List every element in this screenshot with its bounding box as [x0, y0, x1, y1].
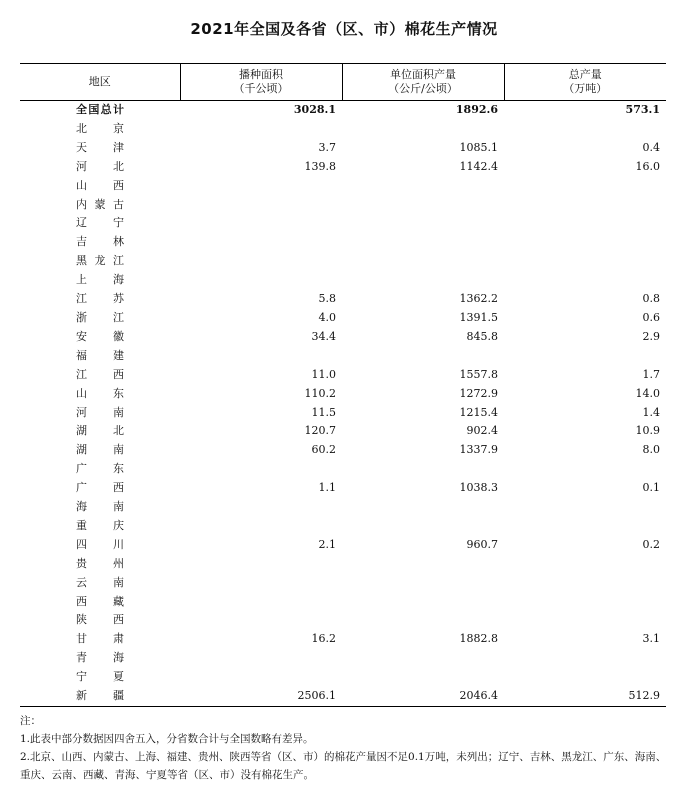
cell-yield	[342, 498, 504, 517]
table-row	[20, 347, 666, 366]
cell-output: 8.0	[642, 443, 660, 457]
cell-area: 120.7	[304, 424, 336, 438]
cell-yield: 902.4	[466, 424, 498, 438]
cell-yield: 1215.4	[459, 405, 498, 419]
region-name: 全国总计	[76, 103, 124, 116]
cell-area: 2506.1	[180, 687, 342, 706]
cell-output: 1.4	[642, 405, 660, 419]
region-name: 黑龙江	[76, 254, 124, 268]
cell-output	[504, 611, 666, 630]
region-name: 内蒙古	[76, 197, 124, 211]
cell-output	[504, 233, 666, 252]
cell-yield: 1362.2	[459, 292, 498, 306]
cell-output	[504, 347, 666, 366]
region-name: 天津	[76, 140, 124, 154]
cell-yield	[342, 196, 504, 215]
region-name: 山东	[76, 386, 124, 400]
region-name: 安徽	[76, 329, 124, 343]
table-row	[20, 196, 666, 215]
cell-output	[504, 574, 666, 593]
region-name: 宁夏	[76, 670, 124, 684]
region-name: 河北	[76, 159, 124, 173]
cell-yield	[342, 593, 504, 612]
footnote-1: 1.此表中部分数据因四舍五入，分省数合计与全国数略有差异。	[20, 733, 314, 745]
cell-yield: 1337.9	[459, 443, 498, 457]
table-row	[20, 120, 666, 139]
cell-area: 2.1	[318, 537, 336, 551]
table-row	[20, 536, 666, 555]
cell-output	[504, 498, 666, 517]
cell-output	[504, 252, 666, 271]
region-name: 上海	[76, 273, 124, 287]
region-name: 西藏	[76, 594, 124, 608]
region-name: 浙江	[76, 310, 124, 324]
region-name: 广西	[76, 481, 124, 495]
table-row	[20, 366, 666, 385]
cell-area: 1.1	[318, 481, 336, 495]
cell-yield	[342, 517, 504, 536]
region-name: 四川	[76, 537, 124, 551]
table-row	[20, 460, 666, 479]
cell-area	[180, 347, 342, 366]
cell-yield	[342, 668, 504, 687]
table-row	[20, 404, 666, 423]
cell-output	[504, 214, 666, 233]
cell-output	[504, 177, 666, 196]
region-name: 湖南	[76, 443, 124, 457]
region-name: 云南	[76, 575, 124, 589]
region-name: 辽宁	[76, 216, 124, 230]
region-name: 新疆	[20, 687, 180, 706]
cell-yield: 1038.3	[459, 481, 498, 495]
region-name: 青海	[76, 651, 124, 665]
region-name: 河南	[76, 405, 124, 419]
cell-area	[180, 233, 342, 252]
cell-yield: 1391.5	[459, 310, 498, 324]
cell-yield	[342, 214, 504, 233]
region-name: 广东	[76, 462, 124, 476]
table-row	[20, 177, 666, 196]
table-row	[20, 233, 666, 252]
cell-area	[180, 649, 342, 668]
region-name: 江西	[76, 367, 124, 381]
header-yield: 单位面积产量 （公斤/公顷）	[342, 64, 504, 101]
cell-area: 4.0	[318, 310, 336, 324]
cell-output: 16.0	[635, 159, 660, 173]
table-row-total	[20, 101, 666, 120]
cell-output: 3.1	[642, 632, 660, 646]
cell-output: 14.0	[635, 386, 660, 400]
table-header-row	[20, 64, 666, 101]
table-row	[20, 328, 666, 347]
table-row	[20, 611, 666, 630]
cell-output: 0.4	[642, 140, 660, 154]
cell-yield: 845.8	[466, 329, 498, 343]
region-name: 贵州	[76, 556, 124, 570]
table-row	[20, 555, 666, 574]
cell-output: 0.2	[642, 537, 660, 551]
cell-output: 512.9	[504, 687, 666, 706]
region-name: 陕西	[76, 613, 124, 627]
table-row	[20, 422, 666, 441]
table-row	[20, 687, 666, 706]
table-row	[20, 158, 666, 177]
cell-area	[180, 214, 342, 233]
cell-area: 11.0	[311, 367, 336, 381]
table-row	[20, 649, 666, 668]
cell-area	[180, 611, 342, 630]
cell-output: 10.9	[635, 424, 660, 438]
cell-area	[180, 177, 342, 196]
cell-output	[504, 271, 666, 290]
cell-yield: 1142.4	[459, 159, 498, 173]
table-row	[20, 385, 666, 404]
cell-yield	[342, 649, 504, 668]
footnote-label: 注：	[20, 715, 41, 727]
table-row	[20, 498, 666, 517]
cell-output: 0.1	[642, 481, 660, 495]
cell-area	[180, 574, 342, 593]
cell-area: 11.5	[311, 405, 336, 419]
cell-output	[504, 555, 666, 574]
header-output: 总产量 （万吨）	[504, 64, 666, 101]
table-row	[20, 574, 666, 593]
table-row	[20, 479, 666, 498]
region-name: 山西	[76, 178, 124, 192]
cell-yield: 1892.6	[455, 103, 498, 116]
cell-area	[180, 668, 342, 687]
cell-yield: 2046.4	[342, 687, 504, 706]
cell-area: 3028.1	[293, 103, 336, 116]
cell-output: 573.1	[625, 103, 660, 116]
region-name: 重庆	[76, 518, 124, 532]
cell-area	[180, 460, 342, 479]
cell-output: 2.9	[642, 329, 660, 343]
footnote-2: 2.北京、山西、内蒙古、上海、福建、贵州、陕西等省（区、市）的棉花产量因不足0.1万吨，未列出；辽宁、吉林、黑龙江、广东、海南、重庆、云南、西藏、青海、宁夏等省（区、市）没有棉花生产。	[20, 751, 667, 781]
cell-output	[504, 460, 666, 479]
table-row	[20, 668, 666, 687]
cell-output	[504, 668, 666, 687]
region-name: 海南	[76, 500, 124, 514]
table-row	[20, 517, 666, 536]
cell-yield	[342, 574, 504, 593]
cell-output: 0.8	[642, 292, 660, 306]
cell-yield	[342, 555, 504, 574]
table-row	[20, 441, 666, 460]
cell-area	[180, 271, 342, 290]
cell-area	[180, 196, 342, 215]
header-area: 播种面积 （千公顷）	[180, 64, 342, 101]
footnotes	[20, 712, 670, 784]
cell-area: 3.7	[318, 140, 336, 154]
table-row	[20, 290, 666, 309]
cell-output: 0.6	[642, 310, 660, 324]
cell-area	[180, 555, 342, 574]
cell-output	[504, 196, 666, 215]
cell-area	[180, 252, 342, 271]
cell-area	[180, 593, 342, 612]
cell-yield: 1557.8	[459, 367, 498, 381]
cotton-production-table	[20, 63, 666, 707]
cell-area: 34.4	[311, 329, 336, 343]
table-row	[20, 214, 666, 233]
cell-output	[504, 120, 666, 139]
cell-area	[180, 517, 342, 536]
cell-yield	[342, 611, 504, 630]
cell-yield	[342, 252, 504, 271]
cell-yield	[342, 120, 504, 139]
region-name: 甘肃	[76, 632, 124, 646]
table-row	[20, 271, 666, 290]
region-name: 吉林	[76, 235, 124, 249]
cell-yield	[342, 233, 504, 252]
cell-yield: 1085.1	[459, 140, 498, 154]
region-name: 江苏	[76, 292, 124, 306]
table-row	[20, 593, 666, 612]
table-row	[20, 630, 666, 649]
table-row	[20, 252, 666, 271]
cell-yield: 960.7	[466, 537, 498, 551]
cell-output	[504, 517, 666, 536]
cell-yield	[342, 347, 504, 366]
header-region: 地区	[20, 64, 180, 101]
cell-area: 60.2	[311, 443, 336, 457]
cell-yield	[342, 460, 504, 479]
cell-area: 5.8	[318, 292, 336, 306]
cell-yield	[342, 271, 504, 290]
cell-output: 1.7	[642, 367, 660, 381]
cell-output	[504, 593, 666, 612]
cell-yield: 1272.9	[459, 386, 498, 400]
table-row	[20, 309, 666, 328]
region-name: 湖北	[76, 424, 124, 438]
cell-area	[180, 120, 342, 139]
cell-area: 110.2	[304, 386, 336, 400]
region-name: 福建	[76, 348, 124, 362]
region-name: 北京	[76, 121, 124, 135]
cell-output	[504, 649, 666, 668]
table-row	[20, 139, 666, 158]
page-title: 2021年全国及各省（区、市）棉花生产情况	[190, 20, 498, 38]
cell-area: 16.2	[311, 632, 336, 646]
cell-yield	[342, 177, 504, 196]
cell-area	[180, 498, 342, 517]
cell-area: 139.8	[304, 159, 336, 173]
cell-yield: 1882.8	[459, 632, 498, 646]
